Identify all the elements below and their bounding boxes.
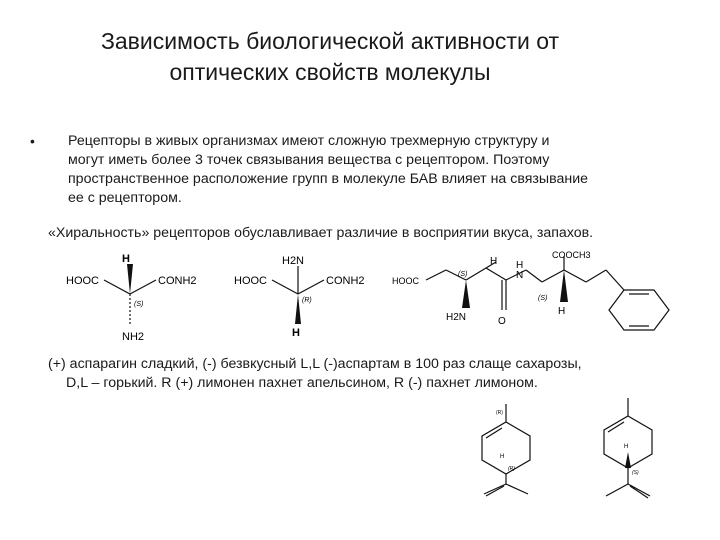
bullet-line-3: пространственное расположение групп в молекуле БАВ влияет на связывание xyxy=(68,171,589,187)
group-h2n: H2N xyxy=(446,312,467,323)
aspartame-structure xyxy=(392,248,682,348)
title-line-1: Зависимость биологической активности от xyxy=(100,28,560,54)
group-h2n: H2N xyxy=(282,255,305,267)
atom-h: H xyxy=(122,253,130,265)
chirality-paragraph: «Хиральность» рецепторов обуславливает различие в восприятии вкуса, запахов. xyxy=(48,225,594,241)
group-conh2: CONH2 xyxy=(158,275,197,287)
taste-line-2: D,L – горький. R (+) лимонен пахнет апельсином, R (-) пахнет лимоном. xyxy=(66,375,538,391)
asparagine-r-structure xyxy=(230,250,390,350)
label-top: (R) xyxy=(496,410,503,416)
bullet-line-2: могут иметь более 3 точек связывания вещества с рецептором. Поэтому xyxy=(68,152,550,168)
stereo-label: (S) xyxy=(134,301,144,308)
group-hooc: HOOC xyxy=(392,276,419,286)
stereo-label: (S) xyxy=(632,470,639,476)
atom-nh: N xyxy=(516,270,524,281)
group-cooch3: COOCH3 xyxy=(552,250,591,260)
stereo-label: (R) xyxy=(508,466,515,472)
atom-h: H xyxy=(490,256,498,267)
group-nh2: NH2 xyxy=(122,331,145,343)
wedge-bond xyxy=(462,280,470,308)
atom-h: H xyxy=(292,327,300,339)
atom-h: H xyxy=(500,454,505,460)
slide-title xyxy=(60,26,600,88)
bullet-line-4: ее с рецептором. xyxy=(68,190,182,206)
wedge-bond xyxy=(295,294,301,324)
taste-smell-paragraph xyxy=(48,355,708,393)
limonene-r-structure xyxy=(462,400,552,500)
limonene-s-structure xyxy=(584,394,674,504)
atom-nh-h: H xyxy=(516,260,524,271)
bullet-line-1: Рецепторы в живых организмах имеют сложную трехмерную структуру и xyxy=(68,133,550,149)
wedge-bond xyxy=(560,270,568,302)
wedge-bond xyxy=(625,452,631,468)
group-hooc: HOOC xyxy=(66,275,99,287)
atom-h-bottom: H xyxy=(558,306,566,317)
receptor-bullet xyxy=(30,132,688,208)
wedge-bond xyxy=(127,264,133,294)
group-hooc: HOOC xyxy=(234,275,267,287)
atom-o: O xyxy=(498,316,506,327)
group-conh2: CONH2 xyxy=(326,275,365,287)
taste-line-1: (+) аспарагин сладкий, (-) безвкусный L,L (-)аспартам в 100 раз слаще сахарозы, xyxy=(48,356,582,372)
stereo-label-1: (S) xyxy=(458,271,468,278)
bullet-marker: • xyxy=(30,133,35,149)
title-line-2: оптических свойств молекулы xyxy=(169,59,491,85)
stereo-label: (R) xyxy=(302,297,312,304)
stereo-label-2: (S) xyxy=(538,295,548,302)
asparagine-s-structure xyxy=(60,250,220,350)
atom-h: H xyxy=(624,444,629,450)
